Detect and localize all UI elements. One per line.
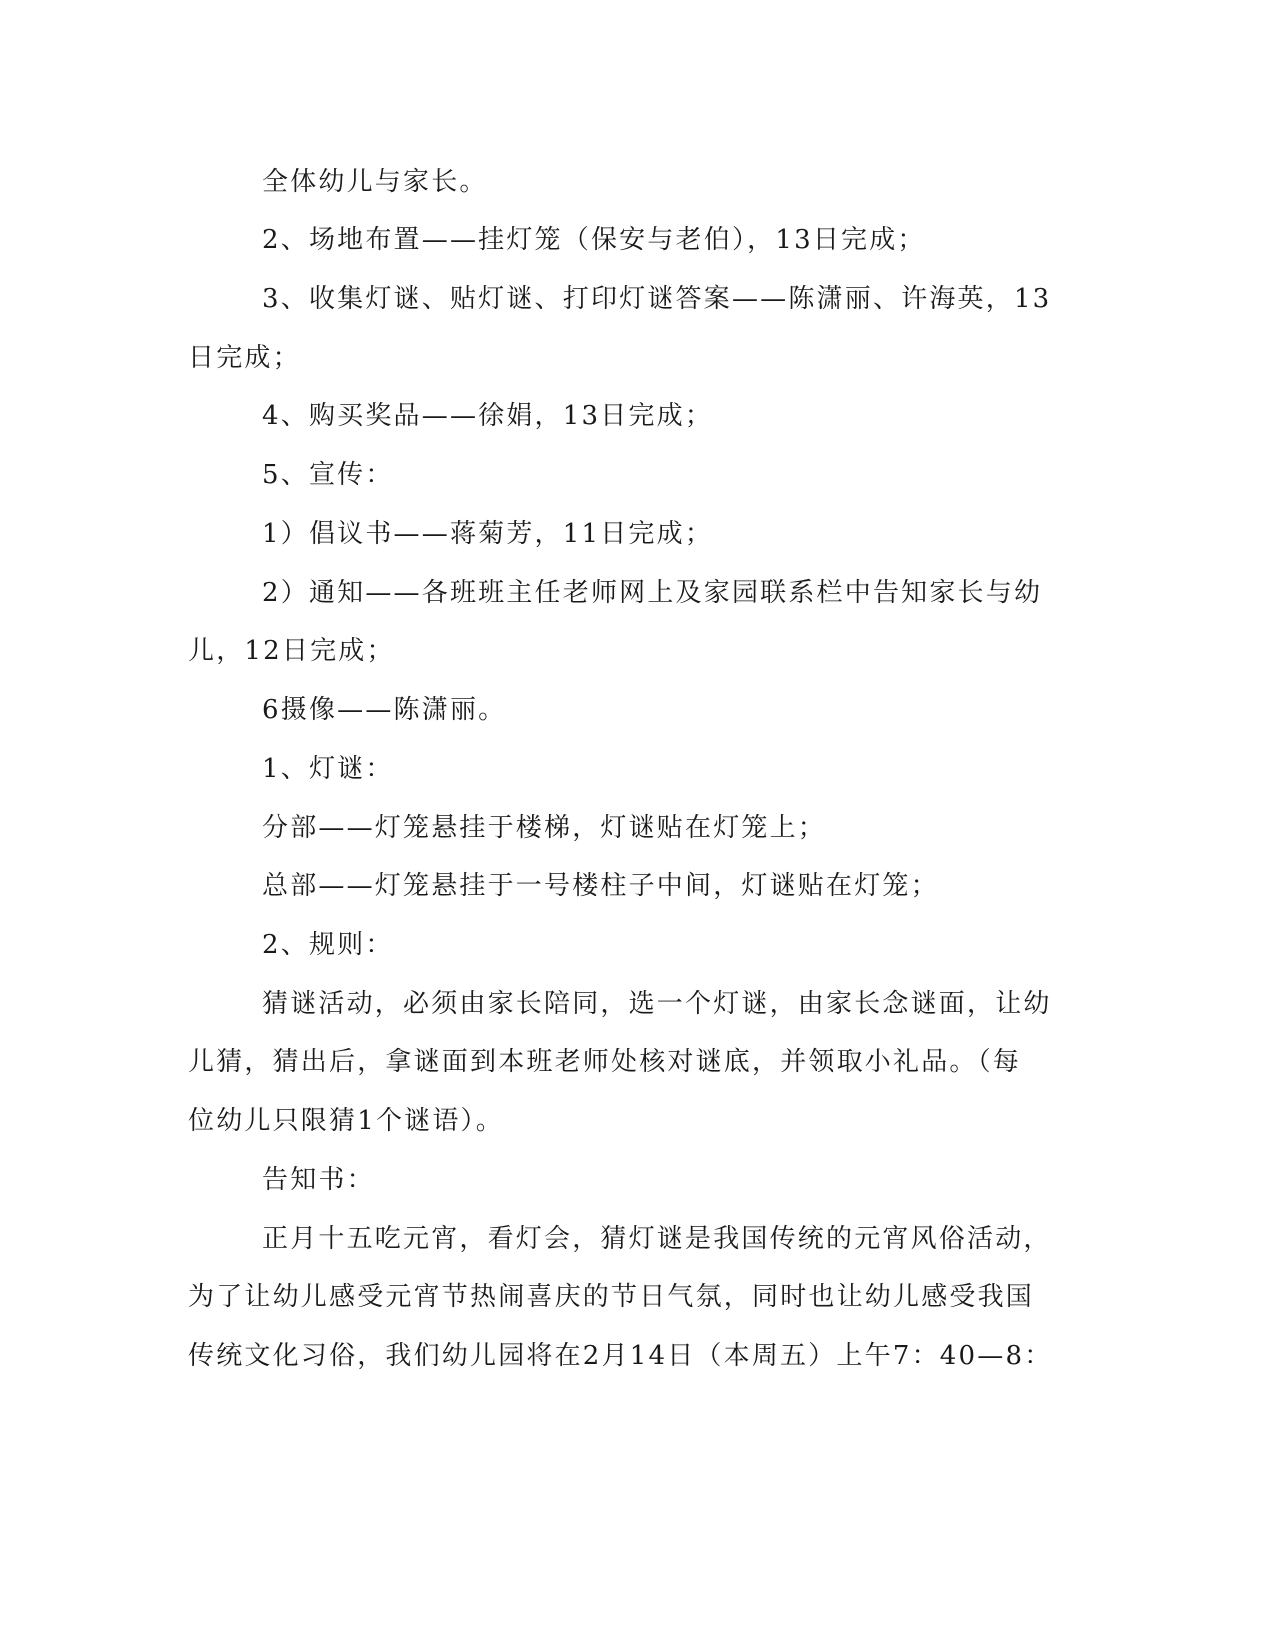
paragraph-line: 位幼儿只限猜1个谜语）。	[188, 1106, 504, 1136]
paragraph-line: 告知书：	[262, 1165, 375, 1195]
paragraph-line: 传统文化习俗，我们幼儿园将在2月14日（本周五）上午7：40—8：	[188, 1341, 1053, 1371]
paragraph-line: 2）通知——各班班主任老师网上及家园联系栏中告知家长与幼	[262, 578, 1043, 608]
paragraph-line: 1）倡议书——蒋菊芳，11日完成；	[262, 519, 714, 549]
paragraph-line: 4、购买奖品——徐娟，13日完成；	[262, 401, 714, 431]
paragraph-line: 日完成；	[188, 343, 301, 373]
paragraph-line: 5、宣传：	[262, 460, 394, 490]
paragraph-line: 为了让幼儿感受元宵节热闹喜庆的节日气氛，同时也让幼儿感受我国	[188, 1282, 1035, 1312]
paragraph-line: 2、场地布置——挂灯笼（保安与老伯），13日完成；	[262, 225, 926, 255]
paragraph-line: 分部——灯笼悬挂于楼梯，灯谜贴在灯笼上；	[262, 813, 827, 843]
paragraph-line: 6摄像——陈潇丽。	[262, 695, 507, 725]
paragraph-line: 全体幼儿与家长。	[262, 167, 488, 197]
paragraph-line: 儿猜，猜出后，拿谜面到本班老师处核对谜底，并领取小礼品。（每	[188, 1047, 1022, 1077]
paragraph-line: 猜谜活动，必须由家长陪同，选一个灯谜，由家长念谜面，让幼	[262, 989, 1052, 1019]
paragraph-line: 总部——灯笼悬挂于一号楼柱子中间，灯谜贴在灯笼；	[262, 871, 939, 901]
paragraph-line: 1、灯谜：	[262, 754, 394, 784]
paragraph-line: 2、规则：	[262, 930, 394, 960]
paragraph-line: 正月十五吃元宵，看灯会，猜灯谜是我国传统的元宵风俗活动，	[262, 1224, 1052, 1254]
paragraph-line: 儿，12日完成；	[188, 636, 395, 666]
paragraph-line: 3、收集灯谜、贴灯谜、打印灯谜答案——陈潇丽、许海英，13	[262, 284, 1052, 314]
